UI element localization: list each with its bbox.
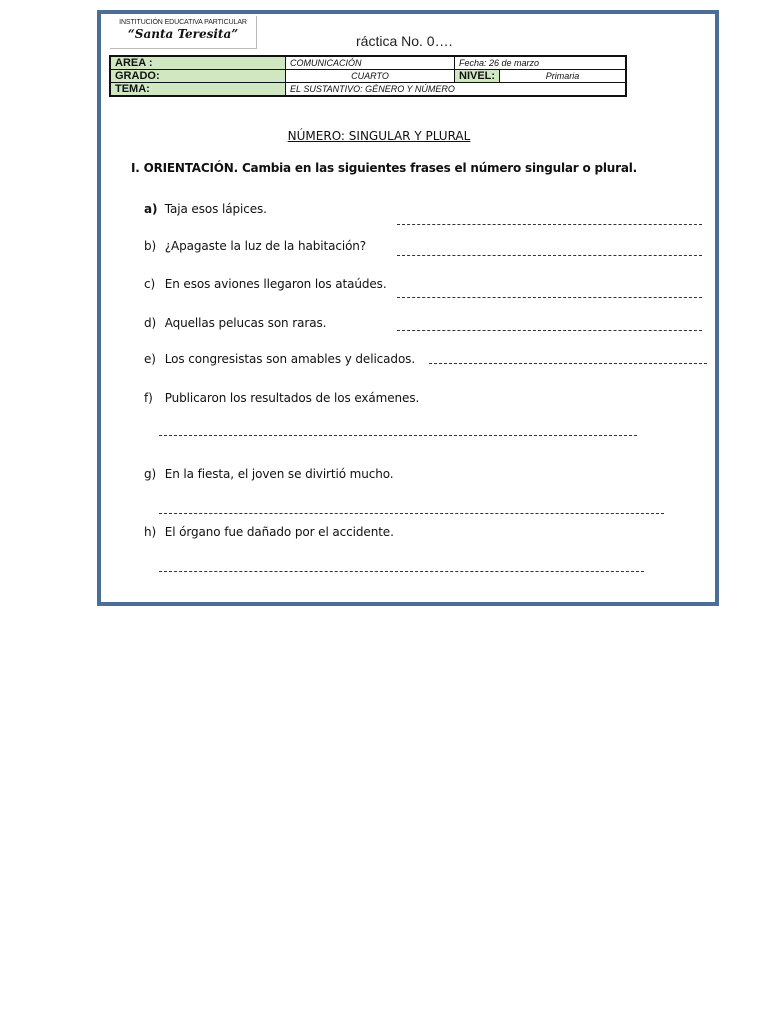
item-text: Los congresistas son amables y delicados. (164, 352, 416, 366)
answer-line-d[interactable] (397, 330, 702, 331)
answer-line-h[interactable] (159, 571, 644, 572)
item-marker: d) (144, 316, 157, 330)
exercise-item-b (144, 239, 366, 253)
item-text: En la fiesta, el joven se divirtió mucho. (164, 467, 394, 481)
item-text: Publicaron los resultados de los exámenes. (164, 391, 420, 405)
exercise-item-f (144, 391, 419, 405)
item-marker: h) (144, 525, 157, 539)
answer-line-e[interactable] (429, 363, 707, 364)
info-row-tema (110, 83, 626, 97)
exercise-item-h (144, 525, 394, 539)
school-logo-box (110, 16, 257, 49)
item-marker: b) (144, 239, 157, 253)
exercise-item-g (144, 467, 394, 481)
institution-label: INSTITUCIÓN EDUCATIVA PARTICULAR (119, 19, 247, 26)
area-value: COMUNICACIÓN (286, 56, 455, 70)
tema-value: EL SUSTANTIVO: GÉNERO Y NÚMERO (286, 83, 627, 97)
exercise-item-e (144, 352, 415, 366)
answer-line-c[interactable] (397, 297, 702, 298)
item-marker: a) (144, 202, 158, 216)
area-label: AREA : (110, 56, 286, 70)
exercise-item-d (144, 316, 326, 330)
nivel-value: Primaria (500, 70, 626, 83)
info-table (109, 55, 627, 97)
worksheet-title: NÚMERO: SINGULAR Y PLURAL (287, 129, 471, 143)
worksheet-frame (97, 10, 719, 606)
practice-title: ráctica No. 0…. (356, 33, 453, 49)
info-row-grado (110, 70, 626, 83)
item-marker: f) (144, 391, 153, 405)
tema-label: TEMA: (110, 83, 286, 97)
item-text: Aquellas pelucas son raras. (164, 316, 327, 330)
answer-line-b[interactable] (397, 255, 702, 256)
nivel-label: NIVEL: (455, 70, 500, 83)
grado-value: CUARTO (286, 70, 455, 83)
item-marker: c) (144, 277, 156, 291)
exercise-item-a (144, 202, 267, 216)
item-text: El órgano fue dañado por el accidente. (164, 525, 394, 539)
item-text: En esos aviones llegaron los ataúdes. (164, 277, 387, 291)
grado-label: GRADO: (110, 70, 286, 83)
exercise-item-c (144, 277, 387, 291)
answer-line-f[interactable] (159, 435, 637, 436)
school-name: “Santa Teresita” (127, 27, 239, 41)
answer-line-a[interactable] (397, 224, 702, 225)
answer-line-g[interactable] (159, 513, 664, 514)
item-text: ¿Apagaste la luz de la habitación? (164, 239, 367, 253)
info-row-area (110, 56, 626, 70)
date-value: Fecha: 26 de marzo (455, 56, 627, 70)
item-marker: e) (144, 352, 156, 366)
item-text: Taja esos lápices. (164, 202, 267, 216)
item-marker: g) (144, 467, 157, 481)
instruction-text: I. ORIENTACIÓN. Cambia en las siguientes frases el número singular o plural. (131, 161, 638, 175)
